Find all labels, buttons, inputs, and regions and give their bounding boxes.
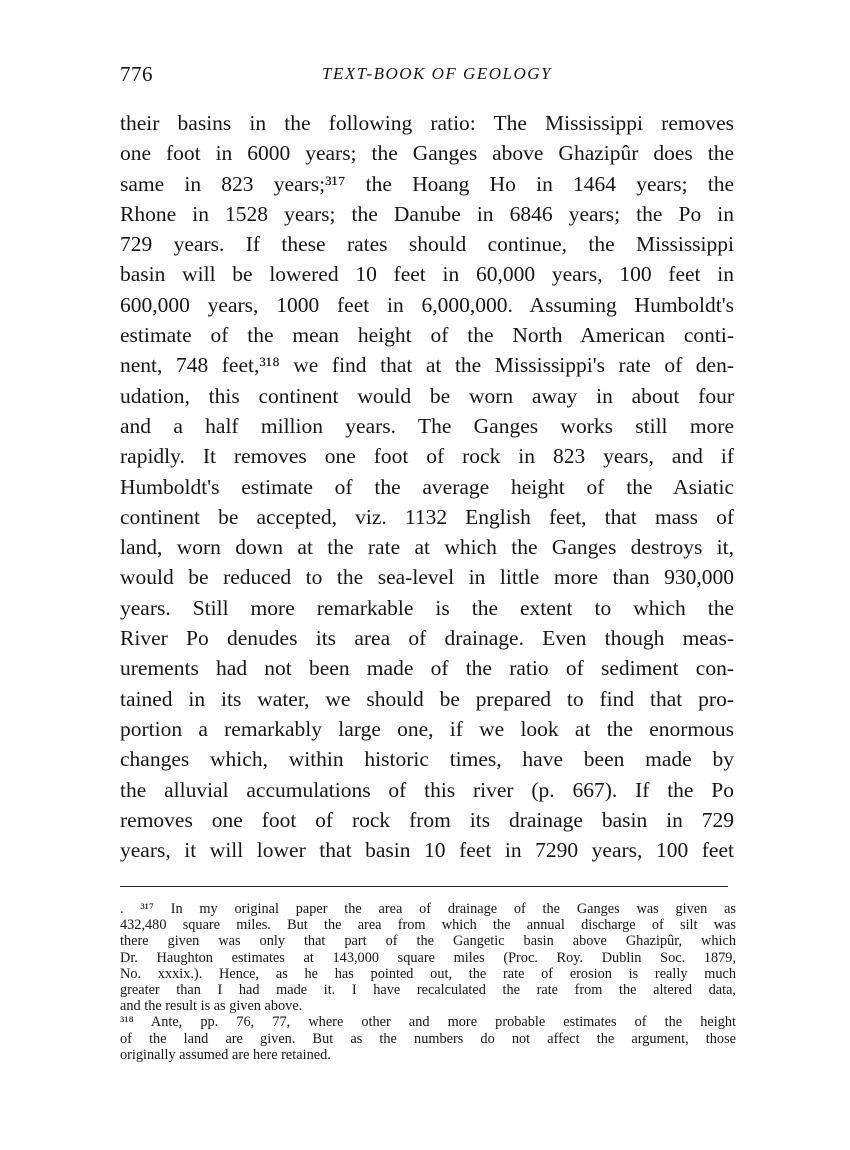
footnote-line: greater than I had made it. I have recalculated the rate from the altered data, (120, 982, 736, 999)
text-line: removes one foot of rock from its drainage basin in 729 (120, 807, 734, 832)
text-line: River Po denudes its area of drainage. Even though meas- (120, 626, 734, 651)
page-header (120, 62, 740, 92)
text-line: estimate of the mean height of the North American conti- (120, 323, 734, 348)
footnotes (120, 901, 736, 1063)
footnote-line: there given was only that part of the Gangetic basin above Ghazipûr, which (120, 933, 736, 950)
footnote-line: 432,480 square miles. But the area from which the annual discharge of silt was (120, 917, 736, 934)
text-line: nent, 748 feet,³¹⁸ we find that at the Mississippi's rate of den- (120, 353, 734, 378)
text-line: same in 823 years;³¹⁷ the Hoang Ho in 1464 years; the (120, 171, 734, 196)
footnote-divider (120, 886, 728, 887)
footnote-line: . ³¹⁷ In my original paper the area of drainage of the Ganges was given as (120, 901, 736, 917)
footnote-line: of the land are given. But as the numbers do not affect the argument, those (120, 1030, 736, 1047)
text-line: Rhone in 1528 years; the Danube in 6846 years; the Po in (120, 201, 734, 226)
text-line: changes which, within historic times, have been made by (120, 747, 734, 772)
page-number: 776 (120, 62, 153, 86)
text-line: udation, this continent would be worn away in about four (120, 383, 734, 408)
text-line: portion a remarkably large one, if we look at the enormous (120, 716, 734, 741)
footnote-line: originally assumed are here retained. (120, 1046, 331, 1063)
text-line: basin will be lowered 10 feet in 60,000 years, 100 feet in (120, 262, 734, 287)
footnote-line: No. xxxix.). Hence, as he has pointed out, the rate of erosion is really much (120, 965, 736, 982)
text-line: 600,000 years, 1000 feet in 6,000,000. Assuming Humboldt's (120, 292, 734, 317)
footnote-line: Dr. Haughton estimates at 143,000 square miles (Proc. Roy. Dublin Soc. 1879, (120, 949, 736, 966)
text-line: Humboldt's estimate of the average height of the Asiatic (120, 474, 734, 499)
text-line: one foot in 6000 years; the Ganges above Ghazipûr does the (120, 141, 734, 166)
text-line: continent be accepted, viz. 1132 English feet, that mass of (120, 504, 734, 529)
text-line: rapidly. It removes one foot of rock in 823 years, and if (120, 444, 734, 469)
text-line: years. Still more remarkable is the extent to which the (120, 595, 734, 620)
text-line: 729 years. If these rates should continue, the Mississippi (120, 232, 734, 257)
text-line: tained in its water, we should be prepared to find that pro- (120, 686, 734, 711)
text-line: would be reduced to the sea-level in little more than 930,000 (120, 565, 734, 590)
text-line: land, worn down at the rate at which the Ganges destroys it, (120, 535, 734, 560)
text-line: their basins in the following ratio: The Mississippi removes (120, 111, 734, 135)
text-line: and a half million years. The Ganges works still more (120, 413, 734, 438)
text-line: the alluvial accumulations of this river (p. 667). If the Po (120, 777, 734, 802)
running-title: TEXT-BOOK OF GEOLOGY (322, 64, 552, 83)
text-line: urements had not been made of the ratio of sediment con- (120, 656, 734, 681)
footnote-line: ³¹⁸ Ante, pp. 76, 77, where other and more probable estimates of the height (120, 1014, 736, 1031)
text-line: years, it will lower that basin 10 feet in 7290 years, 100 feet (120, 838, 734, 863)
footnote-line: and the result is as given above. (120, 998, 303, 1015)
body-text (120, 108, 734, 865)
